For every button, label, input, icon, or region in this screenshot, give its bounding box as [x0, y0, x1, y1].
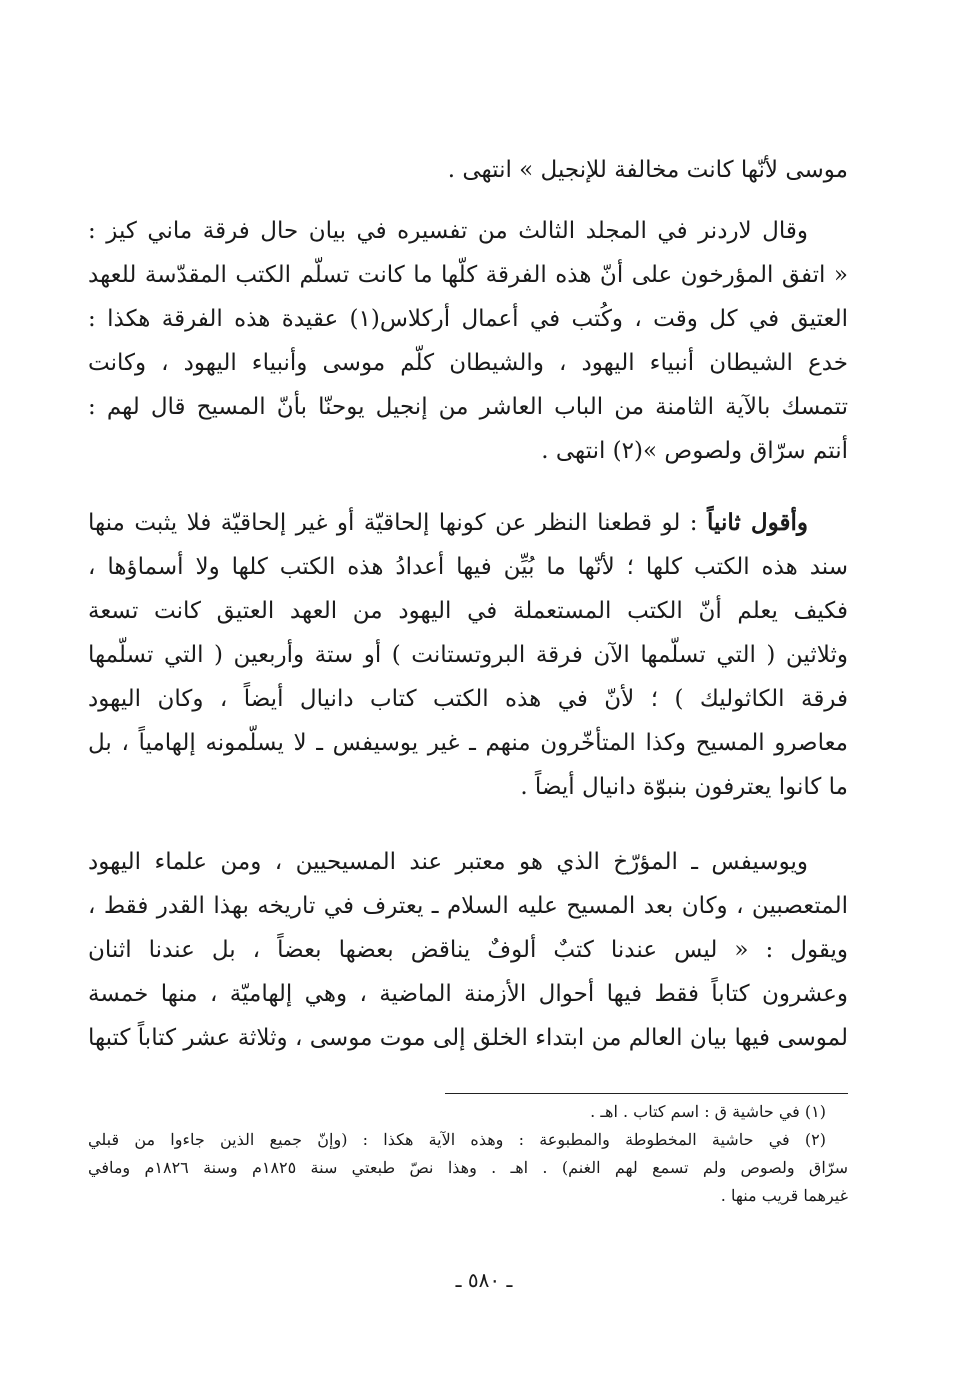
text-line: ما كانوا يعترفون بنبوّة دانيال أيضاً .	[520, 774, 848, 800]
text-line: تتمسك بالآية الثامنة من الباب العاشر من إنجيل يوحنّا بأنّ المسيح قال لهم :	[88, 394, 848, 420]
paragraph-2	[88, 209, 848, 473]
text-line: ويقول : « ليس عندنا كتبٌ ألوفٌ يناقض بعضها بعضاً ، بل عندنا اثنان	[88, 937, 848, 963]
footnotes	[88, 1098, 848, 1210]
footnote-separator	[445, 1093, 848, 1094]
paragraph-1	[88, 148, 848, 192]
text-line: خدع الشيطان أنبياء اليهود ، والشيطان كلّم موسى وأنبياء اليهود ، وكانت	[88, 350, 848, 376]
footnote-line: (٢) في حاشية المخطوطة والمطبوعة : وهذه الآية هكذا : (وإنّ جميع الذين جاءوا من قبلي	[88, 1130, 826, 1149]
footnote-line: غيرهما قريب منها .	[720, 1186, 848, 1205]
text-line: موسى لأنّها كانت مخالفة للإنجيل » انتهى .	[447, 157, 848, 183]
text-line: « اتفق المؤرخون على أنّ هذه الفرقة كلّها ما كانت تسلّم الكتب المقدّسة للعهد	[88, 262, 848, 288]
text-line: فرقة الكاثوليك ) ؛ لأنّ في هذه الكتب كتاب دانيال أيضاً ، وكان اليهود	[88, 686, 848, 712]
text-line: ويوسيفس ـ المؤرّخ الذي هو معتبر عند المسيحيين ، ومن علماء اليهود	[88, 849, 808, 875]
text-line: أنتم سرّاق ولصوص »(٢) انتهى .	[541, 438, 848, 464]
text-line: وثلاثين ( التي تسلّمها الآن فرقة البروتستانت ) أو ستة وأربعين ( التي تسلّمها	[88, 642, 848, 668]
page-number: ـ ٥٨٠ ـ	[455, 1268, 513, 1292]
text-line-rest: : لو قطعنا النظر عن كونها إلحاقيّة أو غير إلحاقيّة فلا يثبت منها	[88, 510, 707, 536]
text-line: معاصرو المسيح وكذا المتأخّرون منهم ـ غير يوسيفس ـ لا يسلّمونه إلهامياً ، بل	[88, 730, 848, 756]
paragraph-4	[88, 840, 848, 1060]
footnote-line: (١) في حاشية ق : اسم كتاب . اهـ .	[590, 1102, 826, 1121]
text-line: لموسى فيها بيان العالم من ابتداء الخلق إلى موت موسى ، وثلاثة عشر كتاباً كتبها	[88, 1025, 848, 1051]
paragraph-lead: وأقول ثانياً	[707, 509, 808, 536]
text-line: وقال لاردنر في المجلد الثالث من تفسيره في بيان حال فرقة ماني كيز :	[88, 218, 808, 244]
text-line: وعشرون كتاباً فقط فيها أحوال الأزمنة الماضية ، وهي إلهاميّة ، منها خمسة	[88, 981, 848, 1007]
footnote-line: سرّاق ولصوص ولم تسمع لهم الغنم) . اهـ . وهذا نصّ طبعتي سنة ١٨٢٥م وسنة ١٨٢٦م ومافي	[88, 1158, 848, 1177]
text-line	[88, 501, 848, 545]
paragraph-3	[88, 501, 848, 809]
text-line: فكيف يعلم أنّ الكتب المستعملة في اليهود من العهد العتيق كانت تسعة	[88, 598, 848, 624]
text-line: العتيق في كل وقت ، وكُتب في أعمال أركلاس(١) عقيدة هذه الفرقة هكذا :	[88, 306, 848, 332]
text-line: المتعصبين ، وكان بعد المسيح عليه السلام ـ يعترف في تاريخه بهذا القدر فقط ،	[88, 893, 848, 919]
text-line: سند هذه الكتب كلها ؛ لأنّها ما بُيِّن فيها أعدادُ هذه الكتب كلها ولا أسماؤها ،	[88, 554, 848, 580]
